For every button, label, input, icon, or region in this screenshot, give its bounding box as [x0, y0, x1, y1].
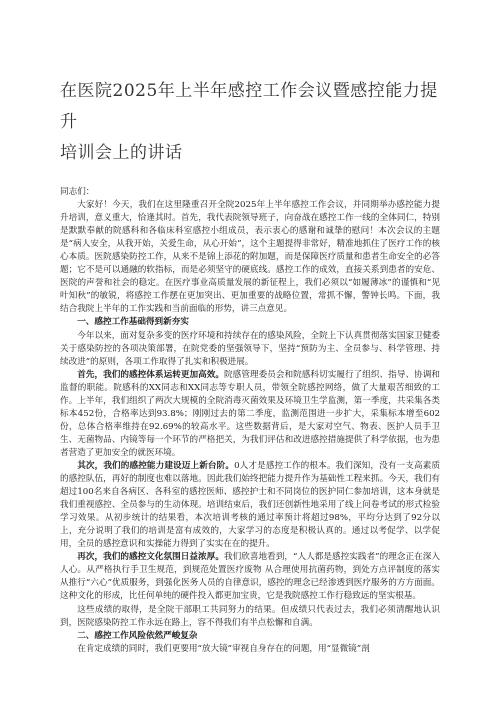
paragraph-capacity-body: 0人才是感控工作的根本。我们深知，没有一支高素质的感控队伍，再好的制度也难以落地。因此我们始终把能力提升作为基础性工程来抓。今天，我们有超过100名来自各病区、各科室的感控医师、感控护士和不同岗位的医护同仁参加培训，这本身就是我们重视感控、全员参与的生动体现。培训结束后，我们还创新性地采用了线上问卷考试的形式检验学习效果。从初步统计的结果看，本次培训考核的通过率预计将超过98%，平均分达到了92分以上，充分说明了我们的培训是富有成效的，大家学习的态度是积极认真的。通过以考促学、以学促用，全员的感控意识和实操能力得到了实实在在的提升。 — [60, 460, 440, 550]
paragraph-intro: 今年以来，面对复杂多变的医疗环境和持续存在的感染风险，全院上下认真贯彻落实国家卫健委关于感染防控的各项决策部署，在院党委的坚强领导下，坚持“预防为主、全员参与、科学管理、持续改进”的原则，各项工作取得了扎实和积极进展。 — [60, 330, 440, 367]
paragraph-summary: 这些成绩的取得，是全院干部职工共同努力的结果。但成绩只代表过去，我们必须清醒地认识到，医院感染防控工作永远在路上，容不得我们有半点松懈和自满。 — [60, 604, 440, 628]
paragraph-culture — [60, 551, 440, 603]
paragraph-culture-body: 我们欣喜地看到，“人人都是感控实践者”的理念正在深入人心。从严格执行手卫生规范，到规范处置医疗废物 从合理使用抗菌药物，到处方点评制度的落实 从推行“六心”优质服务，到强化医务人员的自律意识，感控的理念已经渗透到医疗服务的方方面面。这种文化的形成，比任何单纯的硬件投入都更加宝贵，它是我院感控工作行稳致远的坚实根基。 — [60, 552, 440, 602]
paragraph-capacity-lead: 其次，我们的感控能力建设迈上新台阶。 — [77, 460, 235, 471]
document-body — [60, 186, 440, 656]
paragraph-opening: 大家好！今天，我们在这里隆重召开全院2025年上半年感控工作会议，并同期举办感控能力提升培训，意义重大，恰逢其时。首先，我代表院领导班子，向奋战在感控工作一线的全体同仁，特别是默默奉献的院感科和各临床科室感控小组成员，表示衷心的感谢和诚挚的慰问！本次会议的主题是“病人安全，从我开始，关爱生命，从心开始”，这个主题提得非常好，精准地抓住了医疗工作的核心本质。医院感染防控工作，从来不是锦上添花的附加题，而是保障医疗质量和患者生命安全的必答题；它不是可以通融的软指标，而是必须坚守的硬底线。感控工作的成效，直接关系到患者的安危、医院的声誉和社会的稳定。在医疗事业高质量发展的新征程上，我们必须以“如履薄冰”的谨慎和“见叶知秋”的敏锐，将感控工作摆在更加突出、更加重要的战略位置，常抓不懈，警钟长鸣。下面，我结合我院上半年的工作实践和当前面临的形势，讲三点意见。 — [60, 200, 440, 315]
paragraph-system-lead: 首先，我们的感控体系运转更加高效。 — [77, 369, 225, 380]
greeting: 同志们： — [60, 187, 95, 197]
section-heading-2: 二、感控工作风险依然严峻复杂 — [77, 630, 198, 641]
document-title — [60, 0, 440, 169]
paragraph-system — [60, 369, 440, 460]
paragraph-culture-lead: 再次，我们的感控文化氛围日益浓厚。 — [77, 552, 224, 563]
section-heading-1: 一、感控工作基础得到新夯实 — [77, 317, 189, 328]
paragraph-capacity — [60, 460, 440, 551]
title-line-1: 在医院2025年上半年感控工作会议暨感控能力提升 — [60, 81, 438, 132]
paragraph-system-body: 院感管理委员会和院感科切实履行了组织、指导、协调和监督的职能。院感科的XX同志和XX同志等专职人员，带领全院感控网络，做了大量艰苦细致的工作。上半年，我们组织了两次大规模的全院消毒灭菌效果及环境卫生学监测，第一季度，共采集各类标本452份，合格率达到93.8%；刚刚过去的第二季度，监测范围进一步扩大，采集标本增至602份，总体合格率维持在92.69%的较高水平。这些数据背后，是大家对空气、物表、医护人员手卫生、无菌物品、内镜等每一个环节的严格把关，为我们评估和改进感控措施提供了科学依据，也为患者营造了更加安全的就医环境。 — [60, 369, 440, 458]
paragraph-risk: 在肯定成绩的同时，我们更要用“放大镜”审视自身存在的问题，用“显微镜”剖 — [77, 643, 370, 654]
title-line-2: 培训会上的讲话 — [60, 143, 183, 163]
